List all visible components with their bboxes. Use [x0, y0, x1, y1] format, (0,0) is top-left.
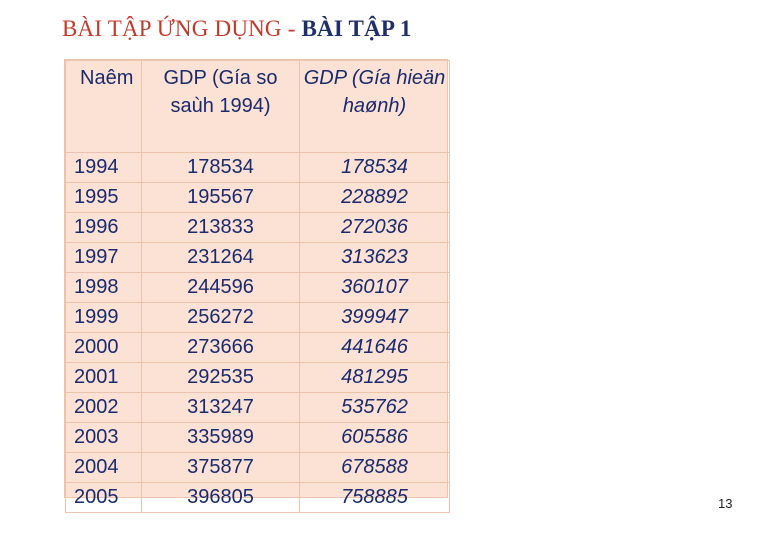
cell-gdp-current: 360107	[300, 273, 450, 303]
cell-gdp-current: 758885	[300, 483, 450, 513]
cell-year: 2000	[66, 333, 142, 363]
table-row	[66, 183, 450, 213]
cell-year: 1995	[66, 183, 142, 213]
cell-gdp-current: 678588	[300, 453, 450, 483]
cell-gdp-current: 481295	[300, 363, 450, 393]
cell-gdp-constant: 396805	[142, 483, 300, 513]
header-gdp-current-price: GDP (Gía hieän haønh)	[300, 61, 450, 153]
cell-gdp-constant: 375877	[142, 453, 300, 483]
table-row	[66, 243, 450, 273]
table-row	[66, 153, 450, 183]
gdp-table-container	[64, 59, 448, 508]
table-header-row	[66, 61, 450, 153]
table-body	[66, 153, 450, 513]
cell-year: 2005	[66, 483, 142, 513]
cell-year: 2001	[66, 363, 142, 393]
table-row	[66, 453, 450, 483]
cell-gdp-constant: 213833	[142, 213, 300, 243]
cell-gdp-current: 535762	[300, 393, 450, 423]
header-year: Naêm	[66, 61, 142, 153]
table-row	[66, 393, 450, 423]
cell-gdp-current: 228892	[300, 183, 450, 213]
cell-gdp-current: 399947	[300, 303, 450, 333]
header-gdp-constant-price: GDP (Gía so saùh 1994)	[142, 61, 300, 153]
page-number: 13	[718, 496, 733, 511]
table-row	[66, 213, 450, 243]
slide-title-exercise: BÀI TẬP 1	[301, 16, 412, 41]
table-row	[66, 333, 450, 363]
cell-year: 1997	[66, 243, 142, 273]
cell-gdp-constant: 256272	[142, 303, 300, 333]
cell-gdp-current: 313623	[300, 243, 450, 273]
slide-title-separator: -	[281, 16, 302, 41]
cell-gdp-constant: 335989	[142, 423, 300, 453]
cell-year: 1994	[66, 153, 142, 183]
cell-year: 1999	[66, 303, 142, 333]
cell-year: 2004	[66, 453, 142, 483]
cell-gdp-constant: 313247	[142, 393, 300, 423]
cell-year: 1996	[66, 213, 142, 243]
slide-title	[62, 16, 412, 42]
slide-title-main: BÀI TẬP ỨNG DỤNG	[62, 16, 282, 41]
gdp-table	[65, 60, 450, 513]
cell-year: 1998	[66, 273, 142, 303]
table-row	[66, 423, 450, 453]
cell-year: 2002	[66, 393, 142, 423]
cell-gdp-current: 272036	[300, 213, 450, 243]
cell-gdp-constant: 195567	[142, 183, 300, 213]
table-row	[66, 483, 450, 513]
cell-gdp-current: 605586	[300, 423, 450, 453]
table-row	[66, 273, 450, 303]
cell-gdp-current: 178534	[300, 153, 450, 183]
cell-gdp-constant: 292535	[142, 363, 300, 393]
cell-gdp-constant: 244596	[142, 273, 300, 303]
cell-gdp-constant: 178534	[142, 153, 300, 183]
cell-gdp-constant: 273666	[142, 333, 300, 363]
cell-gdp-constant: 231264	[142, 243, 300, 273]
cell-gdp-current: 441646	[300, 333, 450, 363]
table-row	[66, 303, 450, 333]
table-row	[66, 363, 450, 393]
cell-year: 2003	[66, 423, 142, 453]
